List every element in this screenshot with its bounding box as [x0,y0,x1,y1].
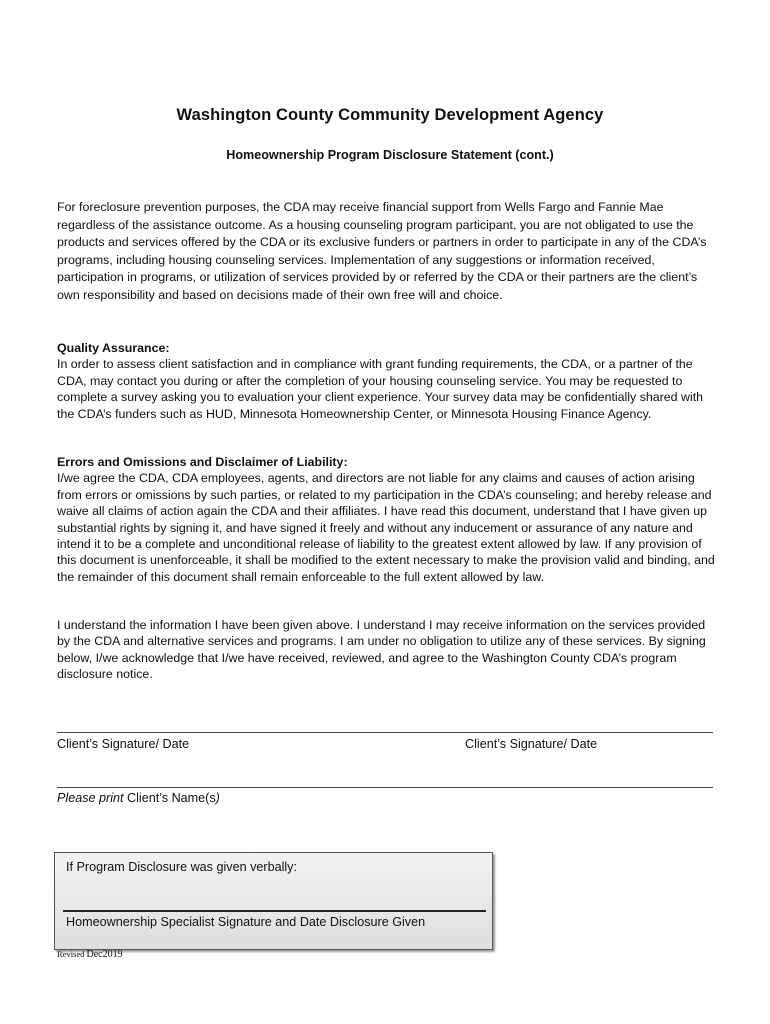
document-title: Washington County Community Development Agency [176,106,604,124]
specialist-signature-label: Homeownership Specialist Signature and Date Disclosure Given [66,915,426,929]
print-name-suffix: Client’s Name(s [123,791,216,805]
quality-assurance-text: In order to assess client satisfaction and in compliance with grant funding requirements, the CDA, or a partner of the CDA, may contact you during or after the completion of your housing counseling service. You may be requested to complete a survey asking you to evaluation your client experience. Your survey data may be confidentially shared with the CDA’s funders such as HUD, Minnesota Homeownership Center, or Minnesota Housing Finance Agency. [57,357,704,421]
document-subtitle: Homeownership Program Disclosure Statement (cont.) [226,148,554,162]
print-name-close: ) [215,791,220,805]
quality-assurance-section [57,340,717,422]
client-signature-line[interactable] [57,732,713,733]
verbal-disclosure-box [54,852,493,950]
specialist-signature-line[interactable] [63,910,486,912]
intro-paragraph: For foreclosure prevention purposes, the CDA may receive financial support from Wells Fargo and Fannie Mae regardless of the assistance outcome. As a housing counseling program participant, you are not obligated to use the products and services offered by the CDA or its exclusive funders or partners in order to participate in any of the CDA’s programs, including housing counseling services. Implementation of any suggestions or information received, participation in programs, or utilization of services provided by or referred by the CDA or their partners are the client’s own responsibility and based on decisions made of their own free will and choice. [57,200,707,302]
revised-prefix: Revised [57,949,87,959]
print-name-label [57,791,220,805]
client-name-line[interactable] [57,787,713,788]
client-signature-label-left: Client’s Signature/ Date [57,737,190,751]
errors-omissions-text: I/we agree the CDA, CDA employees, agents, and directors are not liable for any claims and causes of action arising from errors or omissions by such parties, or related to my participation in the CDA’s counseling; and hereby release and waive all claims of action again the CDA and their affiliates. I have read this document, understand that I have given up substantial rights by signing it, and have signed it freely and without any inducement or assurance of any nature and intend it to be a complete and unconditional release of liability to the greatest extent allowed by law. If any provision of this document is unenforceable, it shall be modified to the extent necessary to make the provision valid and binding, and the remainder of this document shall remain enforceable to the full extent allowed by law. [57,471,715,584]
quality-assurance-heading: Quality Assurance: [57,341,170,355]
acknowledgment-paragraph: I understand the information I have been given above. I understand I may receive information on the services provided by the CDA and alternative services and programs. I am under no obligation to utilize any of these services. By signing below, I/we acknowledge that I/we have received, reviewed, and agree to the Washington County CDA’s program disclosure notice. [57,618,706,682]
revised-date-value: Dec2019 [86,949,123,960]
print-name-prefix: Please print [57,791,124,805]
errors-omissions-heading: Errors and Omissions and Disclaimer of Liability: [57,455,348,469]
client-signature-label-right: Client’s Signature/ Date [465,737,598,751]
verbal-disclosure-title: If Program Disclosure was given verbally: [66,860,297,874]
errors-omissions-section [57,454,717,585]
revised-date [57,949,123,960]
